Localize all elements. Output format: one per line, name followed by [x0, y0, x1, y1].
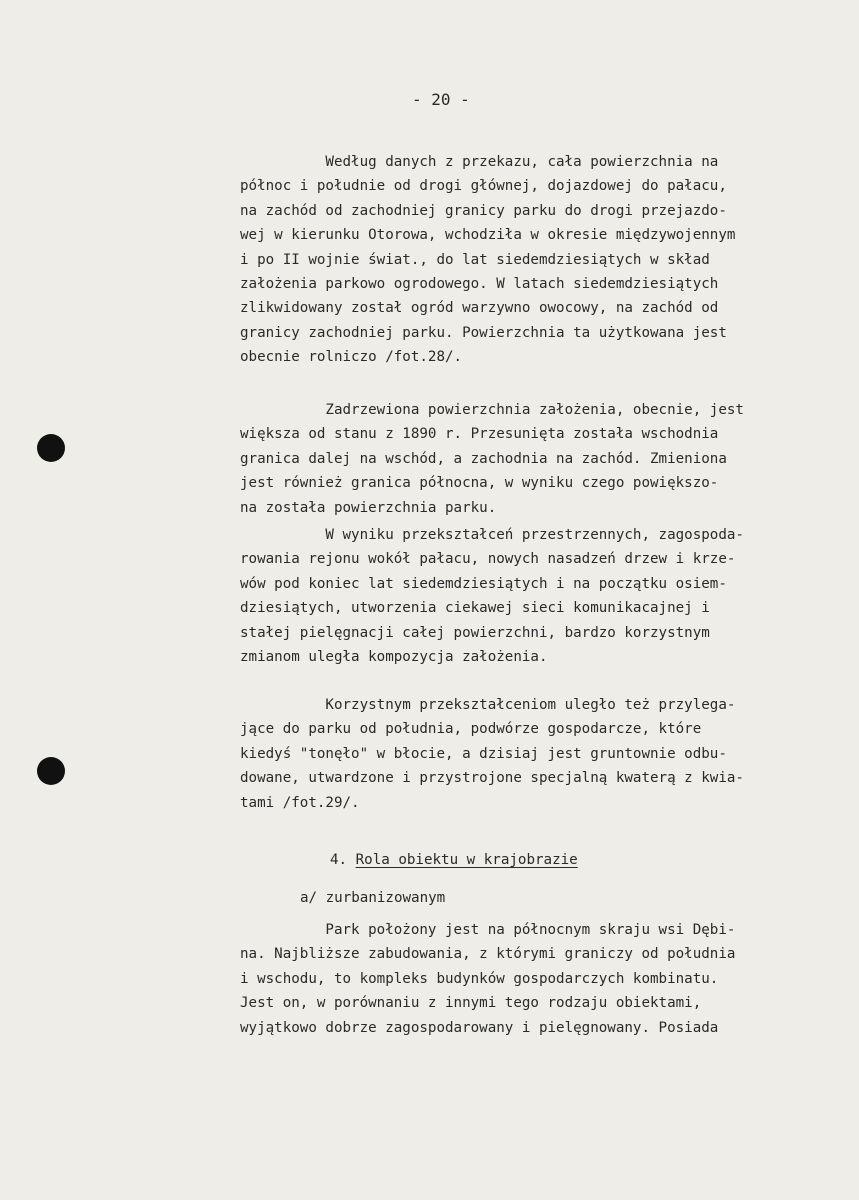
text-line: i po II wojnie świat., do lat siedemdziesiątych w skład: [240, 251, 710, 268]
section-number: 4.: [330, 852, 348, 868]
text-line: kiedyś "tonęło" w błocie, a dzisiaj jest gruntownie odbu-: [240, 745, 727, 762]
text-line: Park położony jest na północnym skraju wsi Dębi-: [240, 922, 736, 938]
text-line: na zachód od zachodniej granicy parku do drogi przejazdo-: [240, 202, 727, 219]
punch-hole: [37, 757, 65, 785]
text-line: i wschodu, to kompleks budynków gospodarczych kombinatu.: [240, 970, 719, 987]
text-line: Korzystnym przekształceniom uległo też przylega-: [240, 697, 736, 713]
text-line: rowania rejonu wokół pałacu, nowych nasadzeń drzew i krze-: [240, 551, 736, 568]
paragraph-3: [240, 523, 840, 669]
section-title: Rola obiektu w krajobrazie: [355, 852, 578, 868]
text-line: Według danych z przekazu, cała powierzchnia na: [240, 154, 719, 170]
punch-hole: [37, 434, 65, 462]
text-line: jest również granica północna, w wyniku czego powiększo-: [240, 475, 719, 492]
paragraph-4: [240, 693, 840, 815]
text-line: wów pod koniec lat siedemdziesiątych i na początku osiem-: [240, 575, 727, 592]
text-line: jące do parku od południa, podwórze gospodarcze, które: [240, 721, 702, 738]
text-line: na została powierzchnia parku.: [240, 499, 497, 516]
text-line: założenia parkowo ogrodowego. W latach siedemdziesiątych: [240, 276, 719, 293]
text-line: obecnie rolniczo /fot.28/.: [240, 349, 463, 366]
text-line: zlikwidowany został ogród warzywno owocowy, na zachód od: [240, 300, 719, 317]
text-line: północ i południe od drogi głównej, dojazdowej do pałacu,: [240, 178, 727, 195]
text-line: wej w kierunku Otorowa, wchodziła w okresie międzywojennym: [240, 227, 736, 244]
text-line: W wyniku przekształceń przestrzennych, zagospoda-: [240, 527, 744, 543]
text-line: granica dalej na wschód, a zachodnia na zachód. Zmieniona: [240, 450, 727, 467]
page-number: - 20 -: [412, 90, 470, 109]
paragraph-2: [240, 398, 840, 520]
text-line: stałej pielęgnacji całej powierzchni, bardzo korzystnym: [240, 624, 710, 641]
paragraph-1: [240, 150, 840, 370]
text-line: Zadrzewiona powierzchnia założenia, obecnie, jest: [240, 402, 744, 418]
section-heading: [330, 848, 578, 872]
text-line: wyjątkowo dobrze zagospodarowany i pielęgnowany. Posiada: [240, 1019, 719, 1036]
subsection-heading: a/ zurbanizowanym: [300, 890, 446, 906]
text-line: Jest on, w porównaniu z innymi tego rodzaju obiektami,: [240, 995, 702, 1012]
text-line: dowane, utwardzone i przystrojone specjalną kwaterą z kwia-: [240, 770, 744, 787]
text-line: tami /fot.29/.: [240, 794, 360, 811]
text-line: zmianom uległa kompozycja założenia.: [240, 649, 548, 666]
text-line: większa od stanu z 1890 r. Przesunięta została wschodnia: [240, 426, 719, 443]
paragraph-5: [240, 918, 840, 1040]
text-line: granicy zachodniej parku. Powierzchnia ta użytkowana jest: [240, 324, 727, 341]
text-line: na. Najbliższe zabudowania, z którymi graniczy od południa: [240, 946, 736, 963]
text-line: dziesiątych, utworzenia ciekawej sieci komunikacajnej i: [240, 600, 710, 617]
